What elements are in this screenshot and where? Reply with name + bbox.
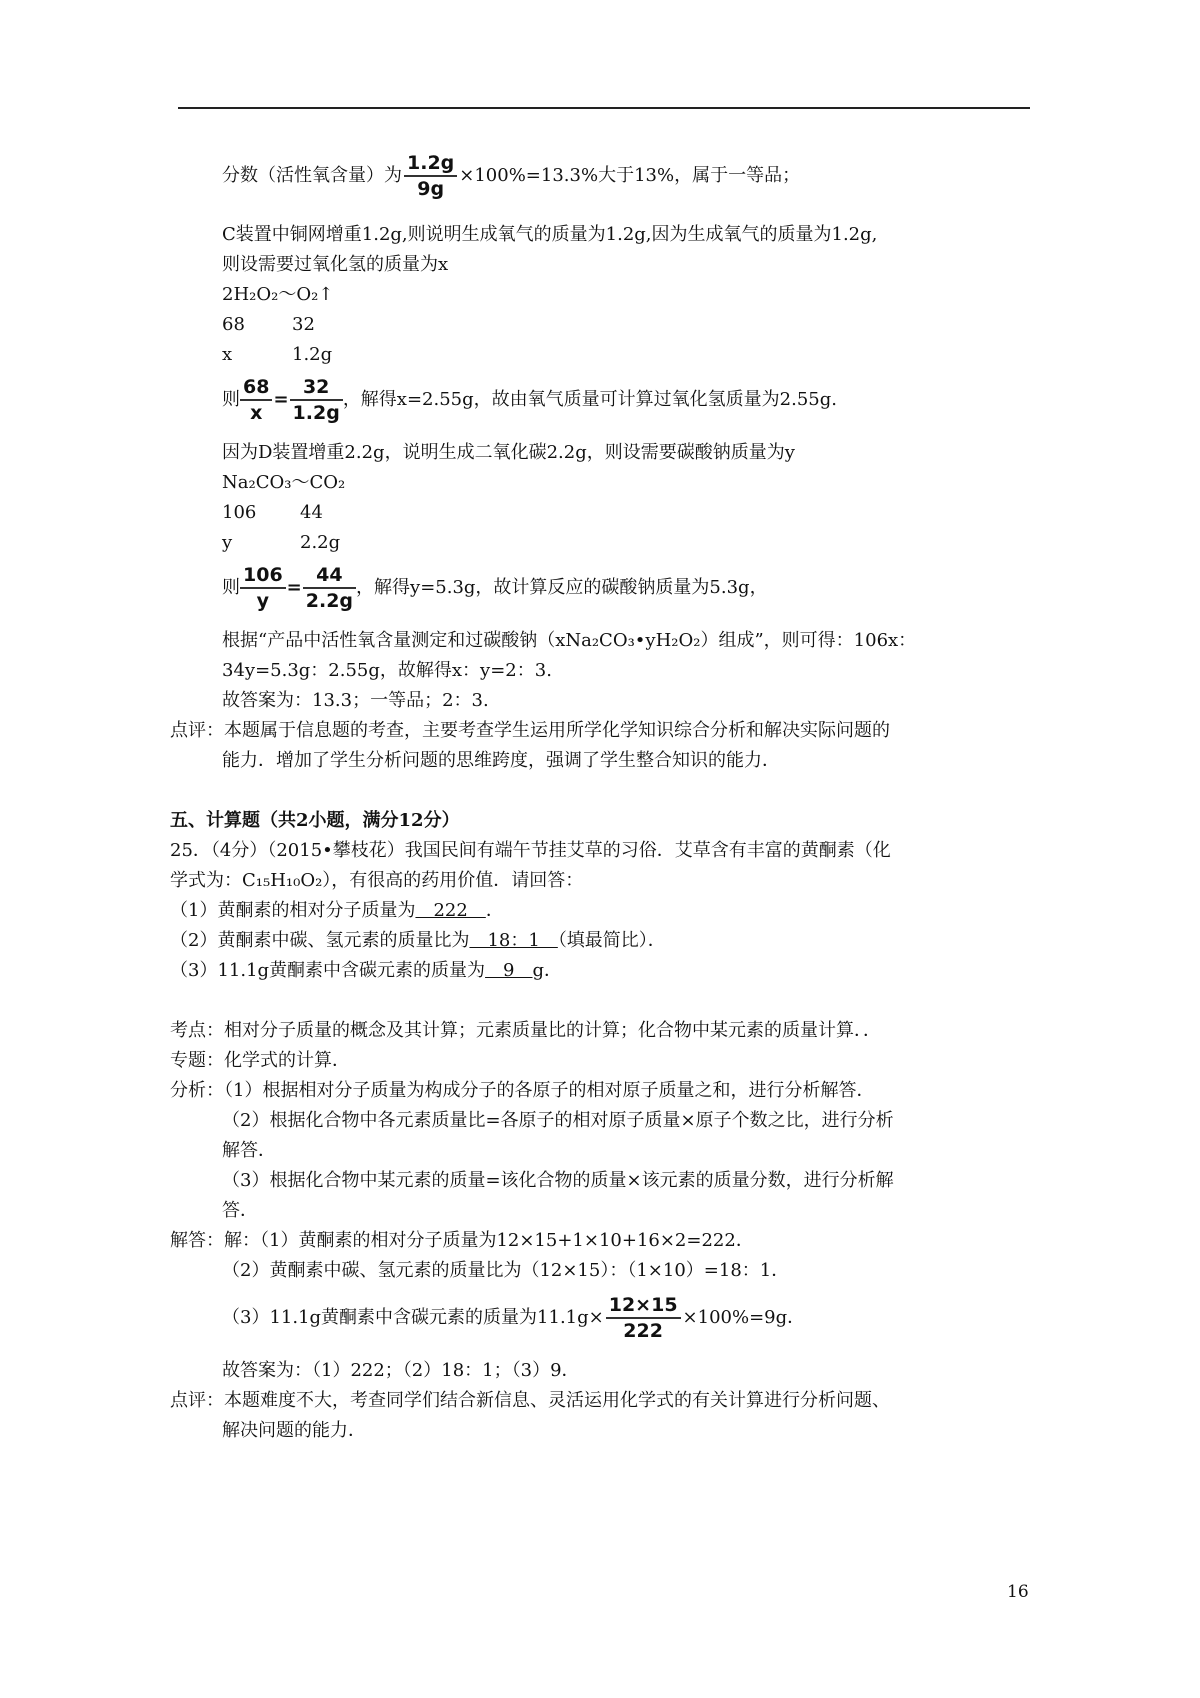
fraction-denominator: 1.2g [292, 402, 340, 424]
line-mass-44: 44 [300, 502, 323, 523]
equals-sign: = [273, 389, 289, 410]
solution-3 [222, 1293, 805, 1343]
question-25-part-1 [170, 898, 504, 924]
knowledge-points: 考点：相对分子质量的概念及其计算；元素质量比的计算；化合物中某元素的质量计算．． [170, 1020, 881, 1041]
answer-25: 故答案为：（1）222；（2）18：1；（3）9． [222, 1360, 580, 1381]
question-25-stem-cont: 学式为：C₁₅H₁₀O₂），有很高的药用价值．请回答： [170, 870, 584, 891]
fraction-right [303, 563, 356, 613]
text: ． [485, 900, 504, 921]
line-equation-h2o2: 2H₂O₂～O₂↑ [222, 284, 334, 305]
fraction-numerator: 12×15 [606, 1293, 681, 1319]
line-assume-x: 则设需要过氧化氢的质量为x [222, 254, 449, 275]
text: （3）11.1g黄酮素中含碳元素的质量为11.1g× [222, 1307, 604, 1328]
text: ×100%=13.3%大于13%，属于一等品； [459, 165, 801, 186]
topic: 专题：化学式的计算． [170, 1050, 350, 1071]
line-d-device: 因为D装置增重2.2g，说明生成二氧化碳2.2g，则设需要碳酸钠质量为y [222, 442, 795, 463]
line-solve-y [222, 563, 768, 613]
text: ×100%=9g． [682, 1307, 806, 1328]
fraction-denominator: x [250, 402, 263, 424]
line-comment-24: 点评：本题属于信息题的考查，主要考查学生运用所学化学知识综合分析和解决实际问题的 [170, 720, 890, 741]
fraction-oxygen-content [404, 151, 457, 201]
analysis-3-cont: 答． [222, 1200, 258, 1221]
comment-25-cont: 解决问题的能力． [222, 1420, 366, 1441]
header-rule [178, 107, 1030, 109]
answer-blank: 222 [415, 900, 486, 921]
analysis-3: （3）根据化合物中某元素的质量=该化合物的质量×该元素的质量分数，进行分析解 [222, 1170, 894, 1191]
fraction-numerator: 32 [290, 375, 343, 401]
text: ，解得x=2.55g，故由氧气质量可计算过氧化氢质量为2.55g. [342, 389, 837, 410]
fraction-left [240, 375, 272, 425]
line-mass-2-2g: 2.2g [300, 532, 341, 553]
proportion-x [240, 375, 343, 425]
fraction-numerator: 1.2g [404, 151, 457, 177]
analysis-2: （2）根据化合物中各元素质量比=各原子的相对原子质量×原子个数之比，进行分析 [222, 1110, 894, 1131]
line-comment-24-cont: 能力．增加了学生分析问题的思维跨度，强调了学生整合知识的能力． [222, 750, 780, 771]
line-answer-24: 故答案为：13.3；一等品；2：3. [222, 690, 489, 711]
line-mass-106: 106 [222, 502, 257, 523]
line-copper-mesh: C装置中铜网增重1.2g,则说明生成氧气的质量为1.2g,因为生成氧气的质量为1.2g, [222, 224, 878, 245]
line-mass-32: 32 [292, 314, 315, 335]
line-var-y: y [222, 532, 233, 553]
line-mass-68: 68 [222, 314, 245, 335]
solution-2: （2）黄酮素中碳、氢元素的质量比为（12×15）：（1×10）=18：1． [222, 1260, 790, 1281]
text: ，解得y=5.3g，故计算反应的碳酸钠质量为5.3g， [356, 577, 768, 598]
line-mass-1-2g: 1.2g [292, 344, 333, 365]
text: g． [532, 960, 563, 981]
text: 分数（活性氧含量）为 [222, 165, 402, 186]
line-composition: 根据“产品中活性氧含量测定和过碳酸钠（xNa₂CO₃•yH₂O₂）组成”，则可得：106x： [222, 630, 917, 651]
answer-blank: 18：1 [469, 930, 558, 951]
line-ratio-result: 34y=5.3g：2.55g，故解得x：y=2：3. [222, 660, 552, 681]
question-25-part-2 [170, 928, 666, 954]
fraction-right [290, 375, 343, 425]
fraction-denominator: 222 [623, 1320, 663, 1342]
solution-1: 解答：解：（1）黄酮素的相对分子质量为12×15+1×10+16×2=222． [170, 1230, 754, 1251]
question-25-stem: 25．（4分）（2015•攀枝花）我国民间有端午节挂艾草的习俗．艾草含有丰富的黄酮素（化 [170, 840, 891, 861]
section-heading: 五、计算题（共2小题，满分12分） [170, 810, 460, 831]
fraction-numerator: 44 [303, 563, 356, 589]
line-var-x: x [222, 344, 233, 365]
page-number: 16 [1007, 1582, 1029, 1602]
fraction-numerator: 106 [240, 563, 286, 589]
proportion-y [240, 563, 356, 613]
fraction-carbon-share [606, 1293, 681, 1343]
answer-blank: 9 [485, 960, 533, 981]
fraction-left [240, 563, 286, 613]
equals-sign: = [286, 577, 302, 598]
fraction-denominator: y [256, 590, 270, 612]
text: （3）11.1g黄酮素中含碳元素的质量为 [170, 960, 486, 981]
fraction-denominator: 2.2g [305, 590, 354, 612]
question-25-part-3 [170, 958, 562, 984]
text: （2）黄酮素中碳、氢元素的质量比为 [170, 930, 470, 951]
fraction-denominator: 9g [417, 178, 445, 200]
line-solve-x [222, 375, 837, 425]
text: （1）黄酮素的相对分子质量为 [170, 900, 416, 921]
line-equation-na2co3: Na₂CO₃～CO₂ [222, 472, 346, 493]
fraction-numerator: 68 [240, 375, 272, 401]
analysis-1: 分析：（1）根据相对分子质量为构成分子的各原子的相对原子质量之和，进行分析解答． [170, 1080, 875, 1101]
text: 则 [222, 389, 240, 410]
text: （填最简比）． [557, 930, 666, 951]
text: 则 [222, 577, 240, 598]
analysis-2-cont: 解答． [222, 1140, 276, 1161]
line-active-oxygen [222, 151, 800, 201]
comment-25: 点评：本题难度不大，考查同学们结合新信息、灵活运用化学式的有关计算进行分析问题、 [170, 1390, 890, 1411]
